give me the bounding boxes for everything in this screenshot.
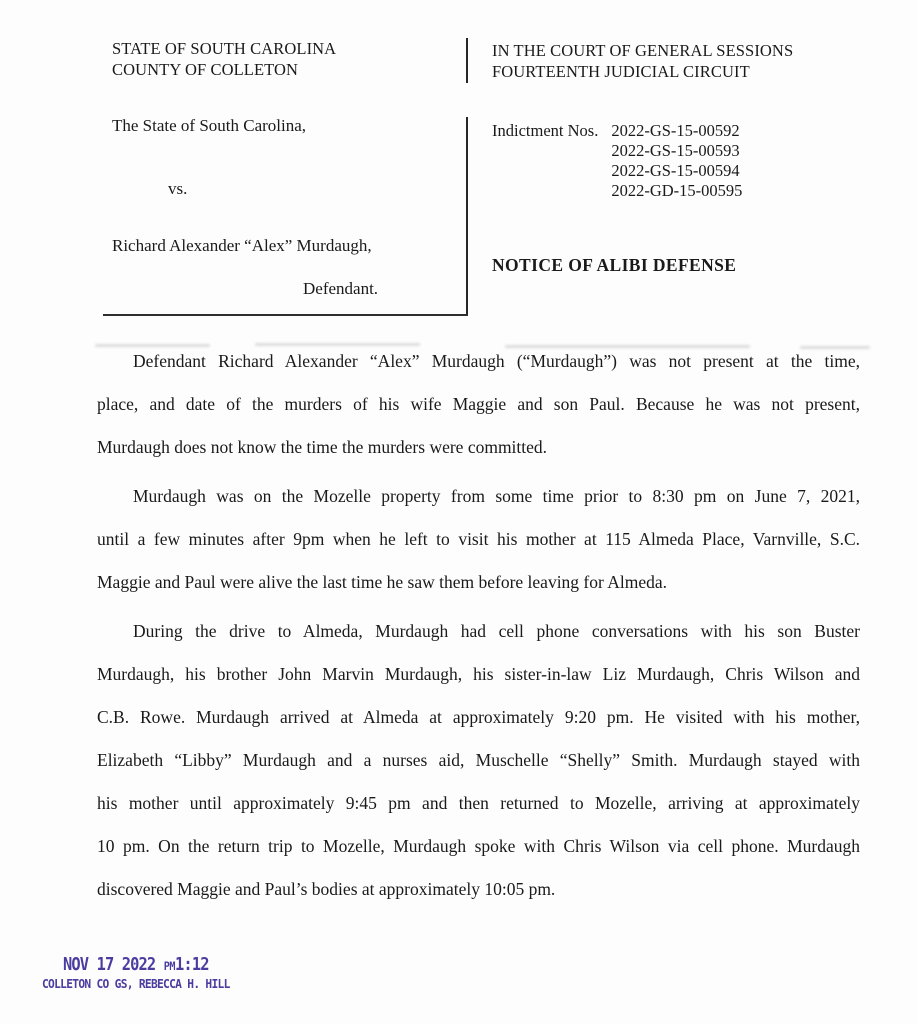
body-line: C.B. Rowe. Murdaugh arrived at Almeda at approximately 9:20 pm. He visited with his mother,	[97, 707, 860, 727]
plaintiff-name: The State of South Carolina,	[112, 116, 307, 135]
document-title: NOTICE OF ALIBI DEFENSE	[492, 255, 737, 275]
indictment-number: 2022-GS-15-00592	[611, 121, 740, 140]
scan-artifact	[95, 344, 210, 347]
court-name-line: IN THE COURT OF GENERAL SESSIONS	[492, 41, 794, 60]
document-body	[97, 340, 860, 911]
body-line: Defendant Richard Alexander “Alex” Murdaugh (“Murdaugh”) was not present at the time,	[133, 351, 860, 371]
filing-stamp-clerk: COLLETON CO GS, REBECCA H. HILL	[42, 976, 230, 991]
filing-stamp-datetime	[63, 955, 209, 975]
indictment-number: 2022-GS-15-00593	[611, 141, 740, 160]
indictment-numbers-block	[492, 121, 742, 201]
stamp-date: NOV 17 2022	[63, 955, 156, 975]
body-line: place, and date of the murders of his wife Maggie and son Paul. Because he was not present,	[97, 394, 860, 414]
scan-artifact	[800, 346, 870, 349]
indictment-label: Indictment Nos.	[492, 121, 599, 140]
state-line: STATE OF SOUTH CAROLINA	[112, 39, 337, 58]
body-line: 10 pm. On the return trip to Mozelle, Murdaugh spoke with Chris Wilson via cell phone. Murdaugh	[97, 836, 860, 856]
indictment-number: 2022-GD-15-00595	[611, 181, 743, 200]
body-line: discovered Maggie and Paul’s bodies at approximately 10:05 pm.	[97, 879, 556, 899]
indictment-number: 2022-GS-15-00594	[611, 161, 740, 180]
stamp-time: 1:12	[175, 955, 209, 975]
body-line: During the drive to Almeda, Murdaugh had cell phone conversations with his son Buster	[133, 621, 860, 641]
caption-divider-top	[466, 38, 468, 83]
court-caption-state	[112, 38, 336, 80]
stamp-meridiem: PM	[163, 959, 176, 973]
county-line: COUNTY OF COLLETON	[112, 60, 299, 79]
paragraph	[97, 340, 860, 469]
paragraph	[97, 475, 860, 604]
court-caption-court	[492, 40, 793, 82]
body-line: Maggie and Paul were alive the last time he saw them before leaving for Almeda.	[97, 572, 668, 592]
scan-artifact	[255, 343, 420, 346]
defendant-label: Defendant.	[303, 279, 379, 298]
body-line: Murdaugh was on the Mozelle property from some time prior to 8:30 pm on June 7, 2021,	[133, 486, 860, 506]
defendant-name: Richard Alexander “Alex” Murdaugh,	[112, 236, 372, 255]
body-line: Murdaugh, his brother John Marvin Murdaugh, his sister-in-law Liz Murdaugh, Chris Wilson and	[97, 664, 860, 684]
body-line: his mother until approximately 9:45 pm and then returned to Mozelle, arriving at approximately	[97, 793, 860, 813]
scan-artifact	[505, 345, 750, 348]
judicial-circuit-line: FOURTEENTH JUDICIAL CIRCUIT	[492, 62, 750, 81]
versus-label: vs.	[168, 179, 188, 198]
indictment-numbers-list	[611, 121, 742, 201]
body-line: Murdaugh does not know the time the murders were committed.	[97, 437, 548, 457]
body-line: Elizabeth “Libby” Murdaugh and a nurses aid, Muschelle “Shelly” Smith. Murdaugh stayed with	[97, 750, 860, 770]
paragraph	[97, 610, 860, 911]
body-line: until a few minutes after 9pm when he left to visit his mother at 115 Almeda Place, Varnville, S.C.	[97, 529, 860, 549]
caption-bottom-rule	[103, 314, 468, 316]
caption-divider-main	[466, 117, 468, 315]
